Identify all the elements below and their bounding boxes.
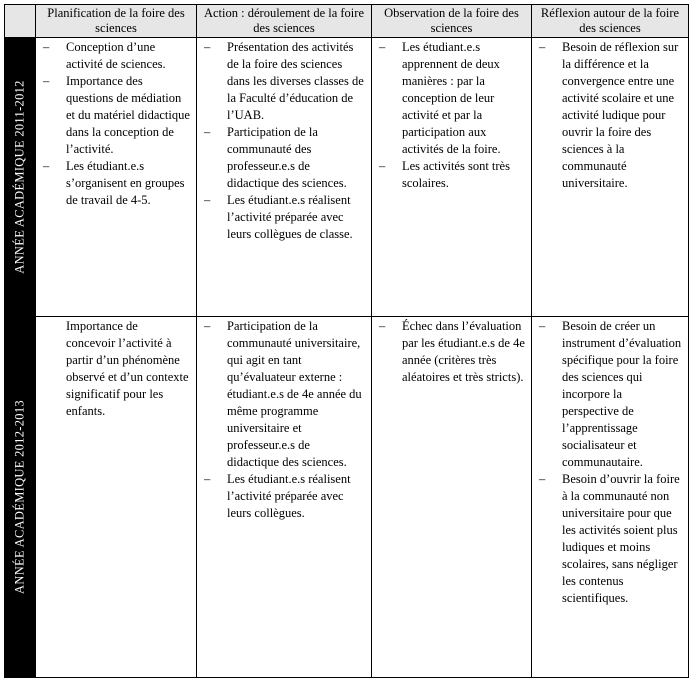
dash-bullet: – — [204, 319, 211, 333]
list-item: – Échec dans l’évaluation par les étudiant.e.s de 4e année (critères très aléatoires et très stricts). — [379, 319, 525, 384]
list-item: – Besoin de réflexion sur la différence et la convergence entre une activité scolaire et une activité ludique pour ouvrir la foire des sciences à la communauté universitaire. — [539, 40, 679, 190]
dash-bullet: – — [539, 40, 546, 54]
list-item: – Les étudiant.e.s réalisent l’activité préparée avec leurs collègues de classe. — [204, 193, 353, 241]
cell-reflexion — [532, 317, 689, 678]
dash-bullet: – — [204, 125, 211, 139]
row-2011-2012 — [5, 38, 689, 317]
list-item: – Les activités sont très scolaires. — [379, 159, 510, 190]
header-action: Action : déroulement de la foire des sciences — [197, 5, 372, 38]
dash-bullet: – — [539, 472, 546, 486]
dash-bullet: – — [43, 159, 50, 173]
list-item: – Besoin d’ouvrir la foire à la communauté non universitaire pour que les activités soient plus ludiques et moins scolaires, sans négliger les contenus scientifiques. — [539, 472, 680, 605]
year-label: ANNÉE ACADÉMIQUE 2011-2012 — [12, 80, 27, 274]
list-item: – Participation de la communauté universitaire, qui agit en tant qu’évaluateur externe : étudiant.e.s de 4e année du même programme universitaire et professeur.e.s de didactique des sciences. — [204, 319, 362, 469]
cell-observation — [372, 38, 532, 317]
list-item: – Importance des questions de médiation et du matériel didactique dans la conception de l’activité. — [43, 74, 190, 156]
year-label-cell — [5, 38, 36, 317]
header-row — [5, 5, 689, 38]
list-item: – Les étudiant.e.s réalisent l’activité préparée avec leurs collègues. — [204, 472, 351, 520]
corner-cell — [5, 5, 36, 38]
cell-action — [197, 317, 372, 678]
header-planification: Planification de la foire des sciences — [36, 5, 197, 38]
cell-action — [197, 38, 372, 317]
dash-bullet: – — [379, 40, 386, 54]
header-reflexion: Réflexion autour de la foire des sciences — [532, 5, 689, 38]
cell-planification — [36, 38, 197, 317]
cell-reflexion — [532, 38, 689, 317]
research-cycle-table — [4, 4, 689, 678]
dash-bullet: – — [379, 159, 386, 173]
dash-bullet: – — [43, 40, 50, 54]
list-item: – Les étudiant.e.s apprennent de deux manières : par la conception de leur activité et par la participation aux activités de la foire. — [379, 40, 501, 156]
list-item: – Participation de la communauté des professeur.e.s de didactique des sciences. — [204, 125, 347, 190]
dash-bullet: – — [204, 472, 211, 486]
list-item: Importance de concevoir l’activité à partir d’un phénomène observé et d’un contexte significatif pour les enfants. — [66, 319, 189, 418]
dash-bullet: – — [204, 40, 211, 54]
dash-bullet: – — [43, 74, 50, 88]
cell-planification — [36, 317, 197, 678]
list-item: – Présentation des activités de la foire des sciences dans les diverses classes de la Faculté d’éducation de l’UAB. — [204, 40, 364, 122]
year-label: ANNÉE ACADÉMIQUE 2012-2013 — [12, 400, 27, 594]
dash-bullet: – — [539, 319, 546, 333]
dash-bullet: – — [379, 319, 386, 333]
header-observation: Observation de la foire des sciences — [372, 5, 532, 38]
list-item: – Les étudiant.e.s s’organisent en groupes de travail de 4-5. — [43, 159, 185, 207]
year-label-cell — [5, 317, 36, 678]
cell-observation — [372, 317, 532, 678]
dash-bullet: – — [204, 193, 211, 207]
row-2012-2013 — [5, 317, 689, 678]
list-item: – Conception d’une activité de sciences. — [43, 40, 166, 71]
list-item: – Besoin de créer un instrument d’évaluation spécifique pour la foire des sciences qui incorpore la perspective de l’apprentissage socialisateur et communautaire. — [539, 319, 682, 469]
